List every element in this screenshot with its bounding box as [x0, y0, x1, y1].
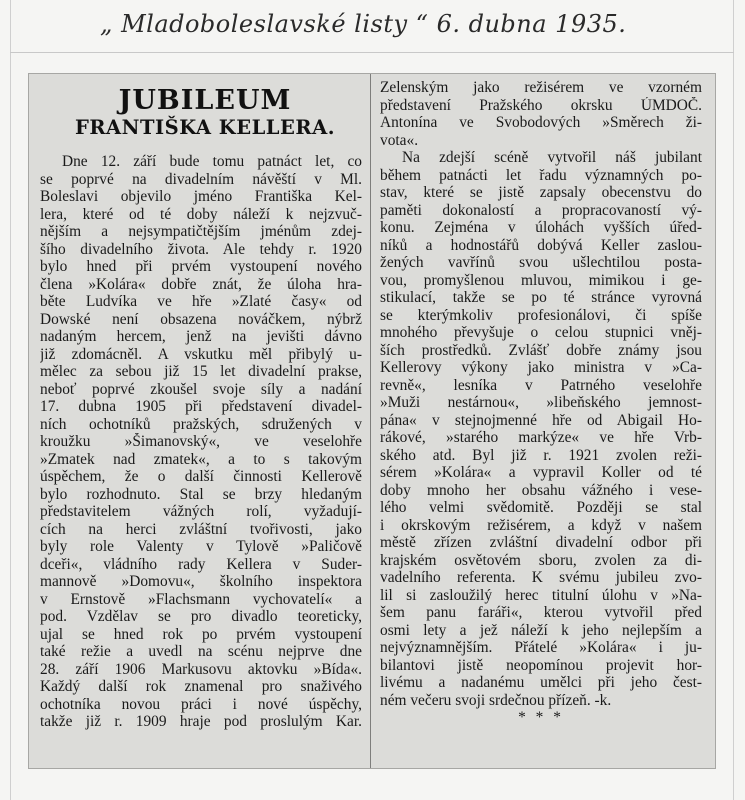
- text-line: Dowské není obsazena nováčkem, nýbrž: [40, 310, 362, 328]
- headline-subtitle: FRANTIŠKA KELLERA.: [74, 116, 335, 139]
- text-line: Zelenským jako režisérem ve vzorném: [380, 79, 702, 96]
- text-line: mělec za sebou již 15 let divadelní prakse,: [40, 363, 362, 380]
- text-line: lil si zasloužilý herec titulní úlohu v »Na-: [380, 586, 702, 604]
- text-line: Antonína ve Svobodových »Směrech ži-: [380, 114, 702, 131]
- handwritten-source-note: „ Mladoboleslavské listy “ 6. dubna 1935.: [100, 10, 627, 38]
- text-line: revně«, lesníka v Patrného veselohře: [380, 376, 702, 394]
- text-line: lera, které od té doby náleží k nejzvuč-: [40, 205, 362, 223]
- text-line: 17. dubna 1905 při představení divadel-: [40, 398, 362, 415]
- headline-title: JUBILEUM: [118, 85, 292, 116]
- text-line: se poprvé na divadelním návěští v Ml.: [40, 170, 362, 188]
- right-margin-line: [733, 0, 734, 800]
- text-line: šího divadelního života. Ale tehdy r. 1920: [40, 240, 362, 258]
- text-line: Boleslavi objevilo jméno Františka Kel-: [40, 188, 362, 205]
- text-line: paměti dokonalostí a propracovaností vý-: [380, 201, 702, 219]
- text-line: bylo rozhodnuto. Stal se brzy hledaným: [40, 485, 362, 503]
- text-line: pod. Vzdělav se pro divadlo teoreticky,: [40, 608, 362, 625]
- text-line: mnohého převyšuje o celou stupnici vněj-: [380, 324, 702, 341]
- text-line: běte Ludvíka ve hře »Zlaté časy« od: [40, 293, 362, 310]
- text-line: »Muži nestárnou«, »libeňského jemnost-: [380, 394, 702, 411]
- ending-mark: * * *: [518, 709, 564, 726]
- text-line: níků a hodnostářů dobývá Keller zaslou-: [380, 236, 702, 254]
- text-line: během patnácti let řadu významných po-: [380, 166, 702, 184]
- text-line: sérem »Kolára« a vypravil Koller od té: [380, 464, 702, 481]
- text-line: stav, které se jistě zapsaly obecenstvu do: [380, 184, 702, 201]
- text-line: člena »Kolára« dobře znát, že úloha hra-: [40, 275, 362, 293]
- article-headline: [40, 86, 370, 140]
- text-line: Na zdejší scéně vytvořil náš jubilant: [402, 149, 702, 166]
- left-margin-line: [10, 0, 11, 800]
- text-line: Kellerovy výkony jako ministra v »Ca-: [380, 359, 702, 376]
- text-line: bylo hned při prvém vystoupení nového: [40, 258, 362, 275]
- text-line: kroužku »Šimanovský«, ve veselohře: [40, 433, 362, 450]
- text-line: mannově »Domovu«, školního inspektora: [40, 573, 362, 590]
- text-line: také režie a uvedl na scénu nejprve dne: [40, 643, 362, 660]
- text-line: krajském osvětovém sboru, zvolen za di-: [380, 551, 702, 569]
- text-line: vota«.: [380, 131, 419, 149]
- text-line: byly role Valenty v Tylově »Paličově: [40, 538, 362, 555]
- text-line: ského atd. Byl již r. 1921 zvolen reži-: [380, 446, 702, 464]
- text-line: Dne 12. září bude tomu patnáct let, co: [62, 153, 362, 170]
- text-line: osmi lety a jež náleží k jeho nejlepším a: [380, 621, 702, 639]
- text-line: Každý další rok znamenal pro snaživého: [40, 678, 362, 695]
- text-line: představení Pražského okrsku ÚMDOČ.: [380, 96, 702, 114]
- text-line: doby mnoho her obsahu vážného i vese-: [380, 481, 702, 499]
- text-line: ochotníka novou práci i nové úspěchy,: [40, 695, 362, 713]
- text-line: bilantovi jistě neopomínou projevit hor-: [380, 656, 702, 674]
- text-line: nějším a nejsympatičtějším jménům zdej-: [40, 223, 362, 240]
- text-line: žených vavřínů svou ušlechtilou posta-: [380, 254, 702, 271]
- text-line: úspěchem, že o další činnosti Kellerově: [40, 468, 362, 485]
- text-line: vadelního referenta. K svému jubileu zvo-: [380, 569, 702, 586]
- text-line: šem panu faráři«, kterou vytvořil před: [380, 604, 702, 621]
- text-line: nadaným hercem, jenž na jevišti dávno: [40, 328, 362, 345]
- text-line: ších prostředků. Zvlášť dobře známy jsou: [380, 341, 702, 359]
- article-column-right: [380, 79, 702, 727]
- text-line: se kterýmkoliv profesionálovi, či spíše: [380, 306, 702, 324]
- text-line: takže již r. 1909 hraje pod proslulým Kar.: [40, 713, 362, 730]
- text-line: nejvýznamnějším. Přátelé »Kolára« i ju-: [380, 639, 702, 656]
- text-line: neboť poprvé zkoušel svoje síly a nadání: [40, 380, 362, 398]
- article-column-left: [40, 153, 362, 731]
- text-line: ujal se hned rok po prvém vystoupení: [40, 625, 362, 643]
- text-line: »Zmatek nad zmatek«, a to s takovým: [40, 450, 362, 468]
- text-line: 28. září 1906 Markusovu aktovku »Bída«.: [40, 660, 362, 678]
- text-line: již zdomácněl. A vskutku měl přibylý u-: [40, 345, 362, 363]
- text-line: lého velmi svědomitě. Později se stal: [380, 499, 702, 516]
- text-line: i okrskovým režisérem, a když v našem: [380, 516, 702, 534]
- text-line: konu. Zejména v úlohách vyšších úřed-: [380, 219, 702, 236]
- text-line: ních ochotníků pražských, sdružených v: [40, 415, 362, 433]
- header-rule: [10, 52, 734, 53]
- text-line: dceři«, vládního rady Kellera v Suder-: [40, 555, 362, 573]
- text-line: livému a nadanému umělci při jeho čest-: [380, 674, 702, 691]
- column-divider: [370, 74, 371, 768]
- text-line: pána« v stejnojmenné hře od Abigail Ho-: [380, 411, 702, 429]
- text-line: ném večeru svoji srdečnou přízeň. -k.: [380, 691, 612, 709]
- text-line: představitelem vážných rolí, vyžadují-: [40, 503, 362, 520]
- text-line: vou, promyšlenou mluvou, mimikou i ge-: [380, 271, 702, 289]
- text-line: rákové, »starého markýze« ve hře Vrb-: [380, 429, 702, 446]
- text-line: v Ernstově »Flachsmann vychovatelí« a: [40, 590, 362, 608]
- text-line: stikulací, takže se po té stránce vyrovná: [380, 289, 702, 306]
- text-line: cích na herci zvláštní tvořivosti, jako: [40, 520, 362, 538]
- text-line: městě zřízen zvláštní divadelní odbor při: [380, 534, 702, 551]
